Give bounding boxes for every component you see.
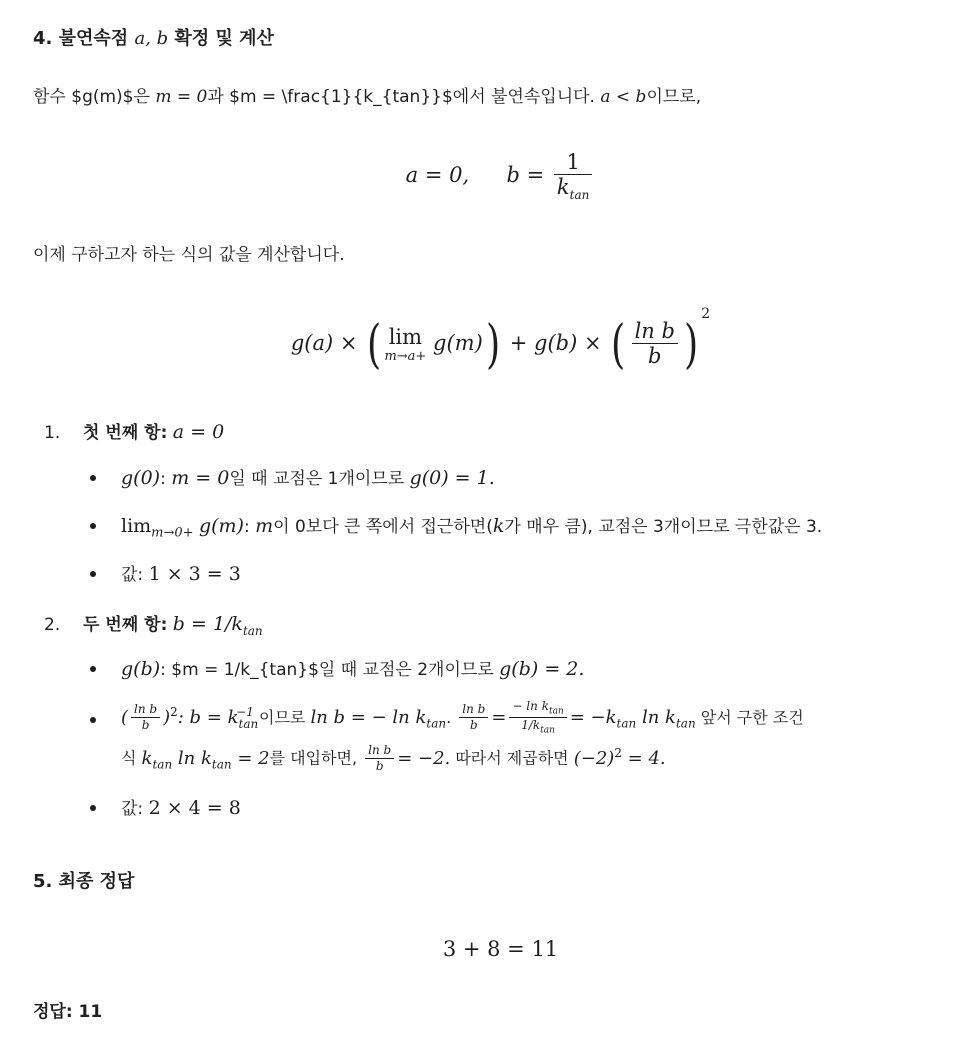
bullet-dot [90, 805, 96, 811]
list-item-1 [44, 418, 224, 443]
lim-text: lim [121, 515, 152, 537]
math-sup: 2 [614, 745, 622, 760]
text-span: 식 [121, 748, 142, 768]
frac-num: 1 [554, 150, 592, 175]
math-sub: tan [616, 716, 637, 731]
text-span: : [160, 469, 172, 489]
math-span: k [141, 747, 153, 769]
bullet-g0 [121, 464, 495, 489]
math-span: = −k [569, 706, 617, 728]
bullet-lnb-line1: ( $\frac{\text{ln b}}{b}$ )$^2$: $b = k_{tan}^{-1}$ 이므로 ln b = − $\ln k_{tan}$. $\frac{\text{ln b}}{b}$ = $\frac{- \ln k_{tan}}{1/k_{tan}}$ = $-k_{tan}$ $\ln k_{tan}$ 앞서 구한 조건 [121, 699, 804, 736]
math-span: ln b = − ln k [310, 706, 427, 728]
eq2-ga: g(a) × [290, 331, 358, 355]
frac-den-sub: tan [540, 725, 555, 736]
left-paren-2: ( [611, 314, 626, 375]
text-span: 함수 $g(m)$은 [33, 87, 156, 107]
lim-text: lim [388, 325, 423, 350]
item-math: b = 1/k [172, 613, 243, 635]
math-sub: tan [675, 716, 696, 731]
frac-num: − ln k [512, 699, 549, 713]
lim-sub: m→0+ [151, 525, 194, 541]
bullet-dot [90, 523, 96, 529]
text-span: 값: [121, 565, 149, 585]
math-sub: tan [426, 716, 447, 731]
math-span: (−2) [573, 747, 615, 769]
math-span: ln k [172, 747, 212, 769]
item-math-sub: tan [242, 623, 263, 638]
item-label: 첫 번째 항: [83, 423, 168, 443]
equation-a-b [33, 150, 968, 203]
fraction-lnb-b [632, 319, 678, 369]
math-span: 1 × 3 = 3 [148, 563, 241, 585]
frac-den-sub: tan [569, 188, 590, 203]
frac-num: ln b [632, 319, 678, 344]
bullet-value-2 [121, 794, 241, 819]
math-sup: −1 [236, 704, 254, 719]
math-span: g(0) = 1. [409, 467, 495, 489]
text-span: 값: [121, 799, 149, 819]
math-span: ln k [636, 706, 676, 728]
math-span: m [255, 515, 274, 537]
equation-main [33, 306, 968, 375]
section-5-heading: 5. 최종 정답 [33, 871, 135, 892]
frac-den: b [469, 718, 478, 733]
math-span: = [491, 706, 507, 728]
frac-num-sub: tan [548, 706, 564, 717]
section-4-heading-math: a, b [134, 28, 169, 49]
eq2-exponent: 2 [701, 306, 711, 322]
math-span: a < b [600, 87, 647, 107]
math-sub: tan [238, 716, 259, 731]
math-span: g(0) [121, 467, 161, 489]
paragraph-discontinuity [33, 82, 701, 107]
eq-b: b = [506, 162, 545, 187]
item-label: 두 번째 항: [83, 615, 168, 635]
text-span: 이므로, [646, 87, 702, 107]
right-paren-2: ) [683, 314, 699, 375]
math-span: = −2. [397, 747, 451, 769]
left-paren: ( [367, 314, 382, 375]
bullet-dot [90, 666, 96, 672]
final-answer: 정답: 11 [33, 1002, 103, 1022]
item-number: 2. [44, 615, 61, 635]
math-span: : b = k [177, 706, 239, 728]
paragraph-compute: 이제 구하고자 하는 식의 값을 계산합니다. [33, 245, 345, 265]
math-span: g(b) [121, 658, 161, 680]
frac-num: ln b [131, 703, 160, 718]
item-math: a = 0 [172, 421, 225, 443]
text-span: 를 대입하면, [269, 748, 363, 768]
bullet-dot [90, 571, 96, 577]
math-span: m = 0 [155, 87, 208, 107]
math-sub: tan [211, 757, 232, 772]
text-span: 이므로 [253, 707, 311, 727]
frac-num: ln b [365, 744, 394, 759]
frac-num: ln b [459, 703, 488, 718]
exponent: 2 [170, 704, 178, 719]
eq2-plus: + g(b) × [509, 331, 602, 355]
eq2-gm: g(m) [433, 331, 483, 355]
text-span: 앞서 구한 조건 [695, 707, 804, 727]
right-paren: ) [485, 314, 501, 375]
bullet-gb [121, 655, 584, 680]
math-sub: tan [152, 757, 173, 772]
section-4-heading-tail: 확정 및 계산 [168, 28, 274, 49]
frac-den: b [375, 758, 384, 773]
fraction-1-over-k [554, 150, 592, 203]
list-item-2 [44, 610, 263, 638]
frac-den: b [141, 718, 150, 733]
text-span: : [243, 517, 256, 537]
math-span: m = 0 [171, 467, 230, 489]
frac-den: k [556, 175, 570, 200]
text-span: 과 $m = \frac{1}{k_{tan}}$에서 불연속입니다. [207, 87, 601, 107]
text-span: 따라서 제곱하면 [450, 748, 574, 768]
math-span: = 2 [231, 747, 270, 769]
frac-den: 1/k [521, 717, 541, 732]
item-number: 1. [44, 423, 61, 443]
math-span: = 4. [621, 747, 666, 769]
text-span: 이 0보다 큰 쪽에서 접근하면( [273, 517, 493, 537]
section-4-heading-text: 4. 불연속점 [33, 28, 135, 49]
bullet-dot [90, 717, 96, 723]
text-span: . [446, 707, 457, 727]
eq-a: a = 0, [405, 162, 470, 187]
math-span: 2 × 4 = 8 [148, 797, 241, 819]
final-equation: 3 + 8 = 11 [442, 937, 559, 961]
lim-sub: m→a+ [384, 348, 427, 364]
bullet-value-1 [121, 560, 241, 585]
text-span: : $m = 1/k_{tan}$일 때 교점은 2개이므로 [160, 660, 500, 680]
bullet-limit [121, 512, 822, 540]
bullet-dot [90, 475, 96, 481]
lim-block [384, 326, 426, 362]
section-4-heading [33, 24, 274, 50]
math-span: g(m) [198, 515, 244, 537]
math-span: g(b) = 2. [499, 658, 585, 680]
frac-den: b [648, 344, 662, 369]
bullet-lnb-line2 [121, 744, 666, 773]
math-span: k [492, 515, 505, 537]
text-span: 가 매우 큼), 교점은 3개이므로 극한값은 3. [504, 517, 823, 537]
text-span: 일 때 교점은 1개이므로 [229, 469, 410, 489]
